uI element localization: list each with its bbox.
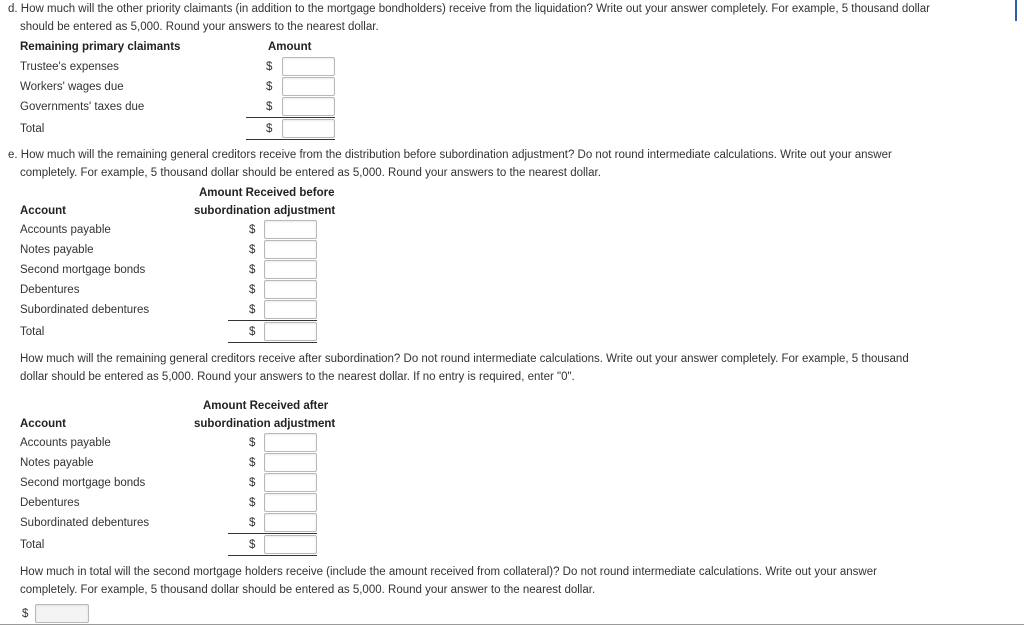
- after-row-label: Debentures: [20, 497, 80, 509]
- d-total-input[interactable]: [282, 119, 335, 138]
- dollar-sign: $: [266, 61, 273, 73]
- question-after-line1: How much will the remaining general creditors receive after subordination? Do not round intermediate calculations. Write out your answer completely. For example, 5 thousand: [20, 353, 909, 365]
- dollar-sign: $: [249, 539, 256, 551]
- dollar-sign: $: [249, 304, 256, 316]
- question-d: [8, 0, 1013, 36]
- dollar-sign: $: [249, 477, 256, 489]
- after-row-label: Subordinated debentures: [20, 517, 150, 529]
- question-e-line2: completely. For example, 5 thousand dollar should be entered as 5,000. Round your answers to the nearest dollar.: [20, 167, 601, 179]
- e-row-label: Notes payable: [20, 244, 94, 256]
- d-total-rule-bottom: [246, 139, 335, 140]
- e-col-header: Account: [20, 205, 66, 217]
- after-total-input[interactable]: [264, 535, 317, 554]
- question-total-line2: completely. For example, 5 thousand dollar should be entered as 5,000. Round your answer to the nearest dollar.: [20, 584, 596, 596]
- e-total-input[interactable]: [264, 322, 317, 341]
- e-total-rule-bottom: [228, 342, 317, 343]
- question-d-line1: d. How much will the other priority claimants (in addition to the mortgage bondholders) receive from the liquidation? Write out your answer completely. For example, 5 thousand dollar: [8, 3, 930, 15]
- d-total-rule-top: [246, 117, 335, 118]
- after-row-label: Accounts payable: [20, 437, 111, 449]
- dollar-sign: $: [249, 497, 256, 509]
- after-amount-header-line1: Amount Received after: [203, 400, 329, 412]
- e-total-label: Total: [20, 326, 45, 338]
- e-total-rule-top: [228, 320, 317, 321]
- after-row-label: Second mortgage bonds: [20, 477, 146, 489]
- d-row-label: Trustee's expenses: [20, 61, 119, 73]
- e-row-label: Second mortgage bonds: [20, 264, 146, 276]
- e-subordinated-debentures-input[interactable]: [264, 300, 317, 319]
- after-accounts-payable-input[interactable]: [264, 433, 317, 452]
- dollar-sign: $: [249, 326, 256, 338]
- dollar-sign: $: [249, 244, 256, 256]
- e-row-label: Debentures: [20, 284, 80, 296]
- d-row-label: Workers' wages due: [20, 81, 124, 93]
- second-mortgage-total-input[interactable]: [35, 604, 89, 623]
- question-e: [8, 146, 1013, 182]
- dollar-sign: $: [249, 437, 256, 449]
- dollar-sign: $: [249, 224, 256, 236]
- after-second-mortgage-bonds-input[interactable]: [264, 473, 317, 492]
- d-amount-header: Amount: [268, 41, 312, 53]
- after-col-header: Account: [20, 418, 66, 430]
- question-after-line2: dollar should be entered as 5,000. Round your answers to the nearest dollar. If no entry is required, enter "0".: [20, 371, 575, 383]
- question-after: [20, 350, 1010, 386]
- after-total-label: Total: [20, 539, 45, 551]
- bottom-divider: [0, 624, 1024, 625]
- dollar-sign: $: [266, 101, 273, 113]
- d-workers-wages-input[interactable]: [282, 77, 335, 96]
- after-total-rule-bottom: [228, 555, 317, 556]
- e-second-mortgage-bonds-input[interactable]: [264, 260, 317, 279]
- dollar-sign: $: [266, 123, 273, 135]
- dollar-sign: $: [249, 264, 256, 276]
- d-row-label: Governments' taxes due: [20, 101, 145, 113]
- e-debentures-input[interactable]: [264, 280, 317, 299]
- after-debentures-input[interactable]: [264, 493, 317, 512]
- dollar-sign: $: [249, 284, 256, 296]
- question-total: [20, 563, 1010, 599]
- question-total-line1: How much in total will the second mortgage holders receive (include the amount received from collateral)? Do not round intermediate calculations. Write out your answer: [20, 566, 877, 578]
- d-col-header: Remaining primary claimants: [20, 41, 181, 53]
- e-row-label: Subordinated debentures: [20, 304, 150, 316]
- after-row-label: Notes payable: [20, 457, 94, 469]
- e-amount-header-line2: subordination adjustment: [194, 205, 336, 217]
- after-amount-header-line2: subordination adjustment: [194, 418, 336, 430]
- d-trustee-expenses-input[interactable]: [282, 57, 335, 76]
- e-amount-header-line1: Amount Received before: [199, 187, 335, 199]
- dollar-sign: $: [249, 517, 256, 529]
- after-total-rule-top: [228, 533, 317, 534]
- dollar-sign: $: [22, 608, 29, 620]
- scroll-edge-indicator: [1015, 0, 1017, 21]
- e-notes-payable-input[interactable]: [264, 240, 317, 259]
- after-notes-payable-input[interactable]: [264, 453, 317, 472]
- after-subordinated-debentures-input[interactable]: [264, 513, 317, 532]
- question-d-line2: should be entered as 5,000. Round your answers to the nearest dollar.: [20, 21, 379, 33]
- d-total-label: Total: [20, 123, 45, 135]
- e-accounts-payable-input[interactable]: [264, 220, 317, 239]
- e-row-label: Accounts payable: [20, 224, 111, 236]
- dollar-sign: $: [249, 457, 256, 469]
- question-e-line1: e. How much will the remaining general creditors receive from the distribution before subordination adjustment? Do not round intermediate calculations. Write out your answer: [8, 149, 892, 161]
- d-government-taxes-input[interactable]: [282, 97, 335, 116]
- dollar-sign: $: [266, 81, 273, 93]
